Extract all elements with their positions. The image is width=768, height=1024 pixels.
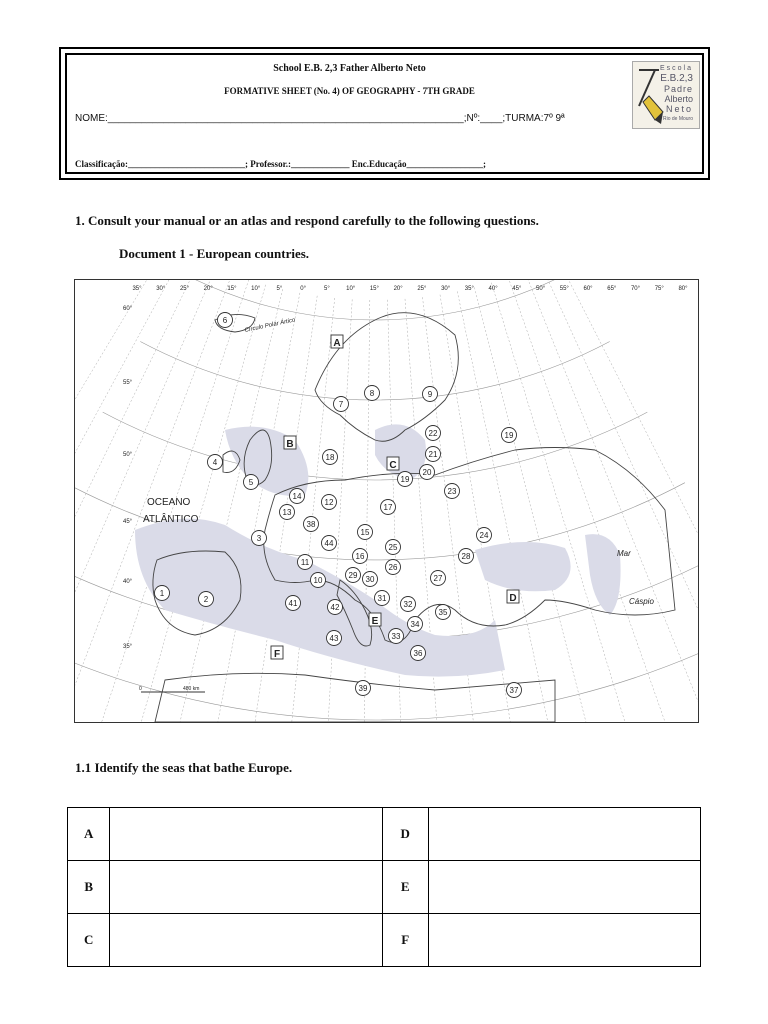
country-number: 43 — [329, 634, 339, 643]
sea-letter: A — [333, 338, 341, 349]
country-number-marker — [445, 484, 460, 499]
country-number: 10 — [313, 576, 323, 585]
country-number-marker — [280, 505, 295, 520]
longitude-tick-label: 5° — [324, 286, 330, 292]
sea-letter: D — [509, 593, 517, 604]
meridian-line — [508, 280, 698, 722]
country-number-marker — [290, 489, 305, 504]
logo-line-4: Alberto — [664, 94, 693, 104]
country-number: 8 — [369, 389, 375, 398]
table-row — [68, 861, 701, 914]
country-number: 39 — [358, 684, 368, 693]
country-number-marker — [323, 450, 338, 465]
country-number-marker — [507, 683, 522, 698]
country-number: 27 — [433, 574, 443, 583]
country-number-marker — [322, 495, 337, 510]
country-number-marker — [322, 536, 337, 551]
country-number-marker — [365, 386, 380, 401]
country-number-marker — [477, 528, 492, 543]
country-number-marker — [389, 629, 404, 644]
country-number: 1 — [159, 589, 165, 598]
longitude-tick-label: 35° — [464, 286, 474, 292]
sea-letter-box — [369, 613, 381, 627]
sea-letter-box — [331, 335, 343, 349]
latitude-tick-label: 55° — [123, 380, 133, 386]
country-number-marker — [386, 560, 401, 575]
sea-letter-box — [284, 436, 296, 450]
sea-letter-box — [271, 646, 283, 660]
latitude-tick-label: 50° — [123, 452, 133, 458]
table-row — [68, 914, 701, 967]
country-number-marker — [408, 617, 423, 632]
country-number: 5 — [248, 478, 254, 487]
longitude-tick-label: 80° — [678, 286, 688, 292]
country-number: 41 — [288, 599, 298, 608]
country-number: 2 — [203, 595, 209, 604]
country-number: 4 — [212, 458, 218, 467]
country-number: 34 — [410, 620, 420, 629]
country-number: 13 — [282, 508, 292, 517]
classification-line: Classificação:__________________________; Professor.:_____________ Enc.Educação_________________; — [75, 159, 486, 169]
latitude-tick-label: 60° — [123, 306, 133, 312]
sea-letter-cell: B — [68, 861, 110, 914]
country-number: 15 — [360, 528, 370, 537]
country-number: 23 — [447, 487, 457, 496]
longitude-tick-label: 20° — [203, 286, 213, 292]
country-number-marker — [218, 313, 233, 328]
scale-end-label: 480 km — [183, 686, 200, 692]
sea-shading — [475, 542, 571, 591]
country-number: 3 — [256, 534, 262, 543]
country-number: 19 — [400, 475, 410, 484]
longitude-tick-label: 40° — [488, 286, 498, 292]
worksheet-header — [59, 47, 710, 180]
coastline — [315, 313, 458, 442]
country-number: 31 — [377, 594, 387, 603]
sea-shading — [135, 519, 505, 677]
meridian-line — [525, 280, 698, 722]
country-number-marker — [411, 646, 426, 661]
sea-letter-cell: A — [68, 808, 110, 861]
country-number-marker — [155, 586, 170, 601]
country-number: 22 — [428, 429, 438, 438]
meridian-line — [557, 280, 698, 722]
country-number-marker — [298, 555, 313, 570]
question-1: 1. Consult your manual or an atlas and respond carefully to the following questions. — [75, 213, 539, 228]
sea-letter-cell: F — [382, 914, 428, 967]
sea-letter: F — [273, 649, 281, 660]
longitude-tick-label: 30° — [156, 286, 166, 292]
country-number: 9 — [427, 390, 433, 399]
country-number-marker — [346, 568, 361, 583]
answer-cell[interactable] — [110, 808, 382, 861]
logo-line-3: Padre — [663, 84, 693, 94]
longitude-tick-label: 70° — [630, 286, 641, 292]
country-number: 33 — [391, 632, 401, 641]
school-name: School E.B. 2,3 Father Alberto Neto — [273, 63, 426, 74]
country-number-marker — [420, 465, 435, 480]
longitude-tick-label: 35° — [132, 286, 142, 292]
answer-cell[interactable] — [110, 914, 382, 967]
country-number-marker — [375, 591, 390, 606]
longitude-tick-label: 65° — [607, 286, 617, 292]
country-number-marker — [363, 572, 378, 587]
answer-cell[interactable] — [428, 808, 700, 861]
country-number: 17 — [383, 503, 393, 512]
longitude-tick-label: 50° — [536, 286, 546, 292]
country-number-marker — [356, 681, 371, 696]
country-number: 14 — [292, 492, 302, 501]
longitude-tick-label: 20° — [393, 286, 403, 292]
country-number-marker — [386, 540, 401, 555]
country-number-marker — [459, 549, 474, 564]
country-number: 28 — [461, 552, 471, 561]
longitude-tick-label: 60° — [583, 286, 593, 292]
country-number: 42 — [330, 603, 340, 612]
country-number-marker — [252, 531, 267, 546]
longitude-tick-label: 55° — [559, 286, 569, 292]
country-number-marker — [327, 631, 342, 646]
country-number: 20 — [422, 468, 432, 477]
country-number: 30 — [365, 575, 375, 584]
country-number: 11 — [300, 558, 310, 567]
latitude-tick-label: 45° — [123, 519, 133, 525]
meridian-line — [488, 283, 660, 722]
header-inner-frame — [65, 53, 704, 174]
country-number-marker — [334, 397, 349, 412]
logo-text — [660, 64, 693, 124]
country-number-marker — [436, 605, 451, 620]
document-1-caption: Document 1 - European countries. — [119, 246, 310, 261]
ocean-label: ATLÂNTICO — [143, 514, 199, 525]
country-number: 35 — [438, 608, 448, 617]
country-number: 7 — [338, 400, 344, 409]
sea-letter-cell: C — [68, 914, 110, 967]
sea-shading — [375, 424, 426, 480]
logo-line-6: Rio de Mouro — [662, 116, 693, 122]
country-number-marker — [311, 573, 326, 588]
country-number: 12 — [324, 498, 334, 507]
latitude-tick-label: 40° — [123, 579, 133, 585]
question-1-1: 1.1 Identify the seas that bathe Europe. — [75, 760, 293, 775]
longitude-tick-label: 75° — [654, 286, 664, 292]
country-number: 29 — [348, 571, 358, 580]
country-number-marker — [398, 472, 413, 487]
scale-start-label: 0 — [139, 686, 142, 692]
longitude-tick-label: 5° — [276, 286, 283, 292]
country-number-marker — [244, 475, 259, 490]
latitude-tick-label: 35° — [123, 644, 133, 650]
seas-answer-table — [67, 807, 701, 967]
country-number: 36 — [413, 649, 423, 658]
caspian-label: Mar — [617, 549, 631, 558]
coastline — [155, 673, 555, 722]
country-number-marker — [426, 447, 441, 462]
longitude-tick-label: 15° — [369, 286, 379, 292]
country-number-marker — [426, 426, 441, 441]
country-number-marker — [423, 387, 438, 402]
table-row — [68, 808, 701, 861]
sea-letter-cell: E — [382, 861, 428, 914]
longitude-tick-label: 0° — [300, 286, 307, 292]
country-number-marker — [286, 596, 301, 611]
country-number-marker — [401, 597, 416, 612]
sea-shading — [585, 534, 621, 615]
country-number: 6 — [222, 316, 228, 325]
country-number-marker — [358, 525, 373, 540]
europe-outline-map — [75, 280, 698, 722]
sea-letter: E — [371, 616, 379, 627]
europe-map — [74, 279, 699, 723]
caspian-label: Cáspio — [629, 597, 654, 606]
longitude-tick-label: 10° — [251, 286, 261, 292]
country-number: 44 — [324, 539, 334, 548]
logo-line-5: Neto — [665, 104, 693, 114]
sea-letter: B — [286, 439, 294, 450]
longitude-tick-label: 25° — [179, 286, 190, 292]
sheet-title: FORMATIVE SHEET (No. 4) OF GEOGRAPHY - 7TH GRADE — [224, 86, 475, 96]
latitude-line — [75, 695, 698, 722]
country-number-marker — [328, 600, 343, 615]
country-number: 19 — [504, 431, 514, 440]
country-number: 16 — [355, 552, 365, 561]
arctic-circle-label: Círculo Polar Ártico — [244, 317, 296, 334]
sea-letter-box — [387, 457, 399, 471]
ocean-label: OCEANO — [147, 497, 191, 508]
country-number: 26 — [388, 563, 398, 572]
sea-letter: C — [389, 460, 397, 471]
answer-cell[interactable] — [110, 861, 382, 914]
country-number: 18 — [325, 453, 335, 462]
meridian-line — [541, 280, 698, 722]
longitude-tick-label: 30° — [441, 286, 451, 292]
country-number: 32 — [403, 600, 413, 609]
country-number-marker — [208, 455, 223, 470]
school-logo — [632, 61, 700, 129]
longitude-tick-label: 10° — [346, 286, 356, 292]
longitude-tick-label: 25° — [417, 286, 427, 292]
country-number: 38 — [306, 520, 316, 529]
country-number-marker — [381, 500, 396, 515]
country-number: 25 — [388, 543, 398, 552]
country-number: 24 — [479, 531, 489, 540]
longitude-tick-label: 45° — [512, 286, 522, 292]
meridian-line — [75, 280, 216, 722]
student-name-line: NOME:________________________________________________________________;Nº:____;TURMA:7º 9ª — [75, 113, 565, 124]
logo-line-2: E.B.2,3 — [660, 73, 693, 84]
answer-cell[interactable] — [428, 861, 700, 914]
sea-letter-cell: D — [382, 808, 428, 861]
country-number-marker — [431, 571, 446, 586]
country-number: 37 — [509, 686, 519, 695]
country-number-marker — [502, 428, 517, 443]
longitude-tick-label: 15° — [227, 286, 237, 292]
country-number-marker — [199, 592, 214, 607]
country-number: 21 — [428, 450, 438, 459]
country-number-marker — [304, 517, 319, 532]
answer-cell[interactable] — [428, 914, 700, 967]
logo-line-1: Escola — [659, 65, 693, 72]
country-number-marker — [353, 549, 368, 564]
sea-letter-box — [507, 590, 519, 604]
